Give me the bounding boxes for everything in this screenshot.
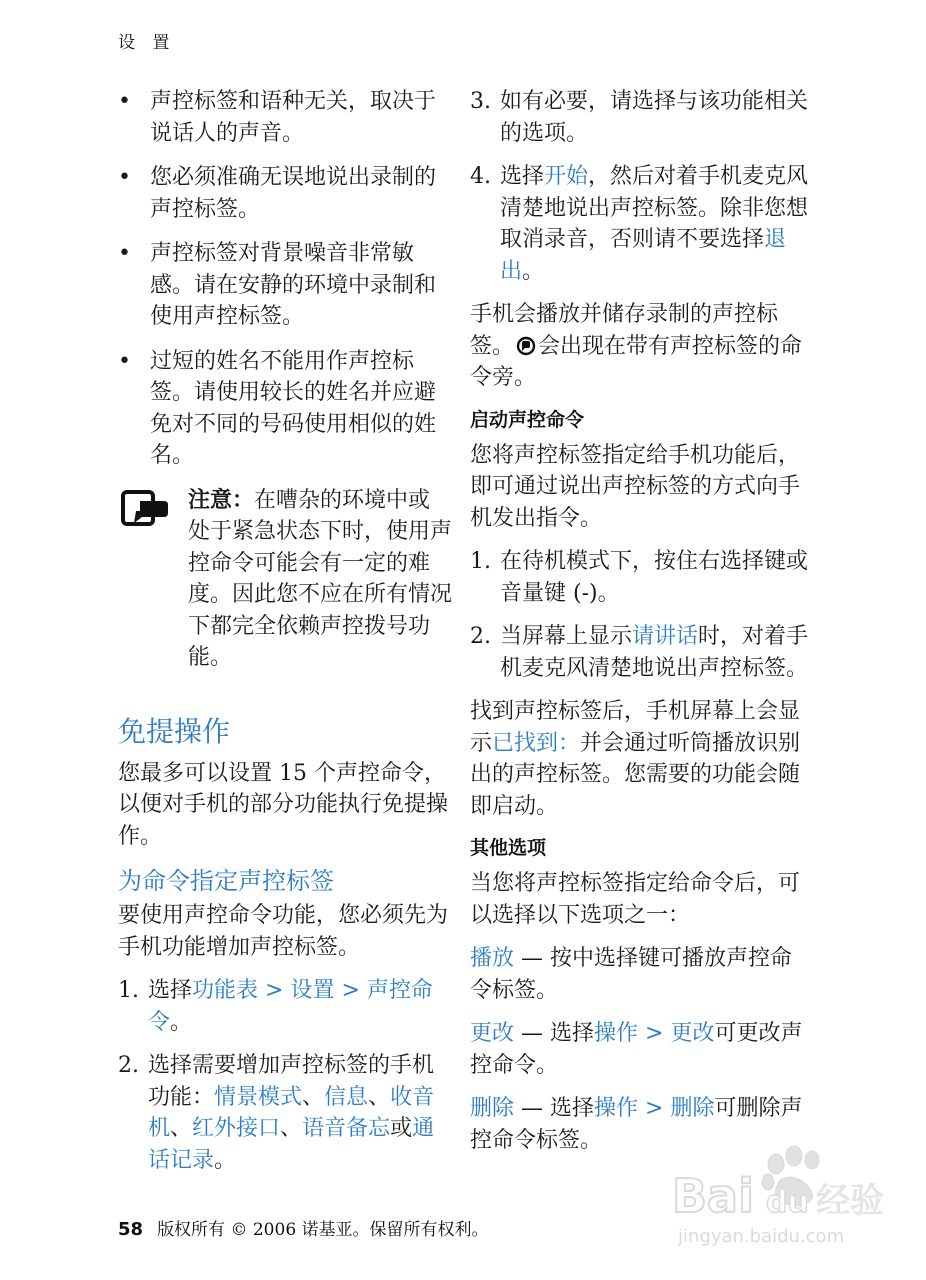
path-separator: > [258, 978, 291, 1003]
step-text: 。 [214, 1147, 237, 1173]
svg-text:经验: 经验 [816, 1181, 884, 1221]
options-link: 操作 [594, 1096, 639, 1121]
other-intro: 当您将声控标签指定给命令后，可以选择以下选项之一： [470, 871, 801, 928]
option-change [470, 1018, 810, 1081]
speak-now-link: 请讲话 [632, 624, 699, 649]
note-box [118, 485, 452, 674]
assign-steps [118, 975, 452, 1176]
svg-text:jingyan.baidu.com: jingyan.baidu.com [678, 1226, 845, 1247]
option-play [470, 943, 810, 1006]
path-separator: > [638, 1021, 671, 1046]
step-text: 、 [170, 1116, 193, 1141]
path-separator: > [638, 1096, 671, 1121]
infrared-link: 红外接口 [192, 1116, 281, 1141]
step-text: 时，对着手机麦克风清楚地说出声控标签。 [500, 624, 809, 681]
paragraph-text: 并会通过听筒播放识别出的声控标签。您需要的功能会随即启动。 [470, 730, 801, 819]
step-text: 、 [368, 1084, 391, 1110]
call-log-link: 通话记录 [148, 1116, 435, 1173]
voice-recorder-link: 语音备忘 [302, 1116, 391, 1141]
paragraph-text: 会出现在带有声控标签的命令旁。 [470, 333, 803, 390]
playback-paragraph [470, 299, 810, 394]
bullet-item: • 声控标签和语种无关，取决于说话人的声音。 [118, 86, 452, 149]
step-number: 2. [118, 1053, 139, 1078]
delete-link: 删除 [470, 1096, 515, 1121]
exit-link: 退出 [500, 227, 787, 284]
right-column [470, 86, 810, 1168]
subsection-intro: 要使用声控命令功能，您必须先为手机功能增加声控标签。 [118, 903, 449, 960]
bullet-list [118, 86, 452, 472]
start-steps [470, 546, 810, 684]
option-text: — 选择 [514, 1021, 595, 1046]
section-title: 免提操作 [118, 714, 231, 748]
step-item [470, 161, 810, 287]
step-item [118, 1050, 452, 1176]
running-head: 设 置 [118, 33, 176, 53]
section-intro: 您最多可以设置 15 个声控命令，以便对手机的部分功能执行免提操作。 [118, 760, 449, 849]
heading-other-options: 其他选项 [470, 837, 547, 859]
step-text: 选择 [148, 978, 193, 1003]
paragraph-text: 找到声控标签后，手机屏幕上会显示 [470, 699, 801, 756]
bullet-item: • 声控标签对背景噪音非常敏感。请在安静的环境中录制和使用声控标签。 [118, 238, 452, 333]
bullet-item: • 过短的姓名不能用作声控标签。请使用较长的姓名并应避免对不同的号码使用相似的姓名。 [118, 346, 452, 472]
note-label: 注意： [188, 486, 255, 513]
step-text: 选择需要增加声控标签的手机功能： [148, 1053, 435, 1110]
page-number: 58 [118, 1219, 144, 1240]
step-item [470, 546, 810, 609]
paragraph-text: 手机会播放并储存录制的声控标签。 [470, 302, 779, 359]
step-number: 1. [118, 978, 139, 1003]
note-hand-icon [120, 489, 170, 529]
svg-text:du: du [766, 1185, 809, 1220]
step-text: 在待机模式下，按住右选择键或音量键 (-)。 [500, 549, 809, 606]
step-text: 、 [280, 1116, 303, 1141]
step-item [118, 975, 452, 1038]
subsection-title: 为命令指定声控标签 [118, 867, 334, 895]
start-intro: 您将声控标签指定给手机功能后，即可通过说出声控标签的方式向手机发出指令。 [470, 442, 801, 531]
step-text: 选择 [500, 164, 545, 189]
menu-link: 功能表 [192, 978, 259, 1003]
option-text: 可删除声控命令标签。 [470, 1096, 803, 1153]
option-text: 可更改声控命令。 [470, 1021, 803, 1078]
step-text: 如有必要，请选择与该功能相关的选项。 [500, 89, 809, 146]
step-text: 当屏幕上显示 [500, 624, 633, 649]
copyright-text: 版权所有 © 2006 诺基亚。保留所有权利。 [157, 1220, 489, 1240]
svg-text:Bai: Bai [672, 1169, 754, 1223]
assign-steps-continued [470, 86, 810, 287]
baidu-jingyan-watermark-logo [668, 1142, 900, 1252]
change-link: 更改 [670, 1021, 715, 1046]
option-text: — 按中选择键可播放声控命令标签。 [470, 946, 793, 1003]
settings-link: 设置 [290, 978, 335, 1003]
step-number: 3. [470, 89, 491, 114]
option-text: — 选择 [514, 1096, 595, 1121]
step-number: 4. [470, 164, 491, 189]
radio-link: 收音机 [148, 1084, 435, 1141]
options-link: 操作 [594, 1021, 639, 1046]
start-link: 开始 [544, 164, 589, 189]
path-separator: > [334, 978, 367, 1003]
profiles-link: 情景模式 [214, 1084, 303, 1110]
note-text: 在嘈杂的环境中或处于紧急状态下时，使用声控命令可能会有一定的难度。因此您不应在所有情况下都完全依赖声控拨号功能。 [188, 487, 453, 670]
found-link: 已找到： [492, 730, 581, 756]
heading-start-voice-commands: 启动声控命令 [470, 408, 585, 431]
step-number: 2. [470, 624, 491, 649]
delete-link: 删除 [670, 1096, 715, 1121]
step-item [470, 621, 810, 684]
found-paragraph [470, 696, 810, 822]
messages-link: 信息 [324, 1084, 369, 1110]
left-column [118, 86, 452, 1188]
step-text: 。 [522, 258, 545, 284]
step-text: ，然后对着手机麦克风清楚地说出声控标签。除非您想取消录音，否则请不要选择 [500, 164, 809, 252]
step-text: 或 [390, 1116, 413, 1141]
voice-tag-icon [516, 336, 536, 356]
step-text: 。 [170, 1009, 193, 1035]
step-text: 、 [302, 1084, 325, 1110]
step-number: 1. [470, 549, 491, 574]
page-footer [118, 1215, 489, 1240]
change-link: 更改 [470, 1021, 515, 1046]
bullet-item: • 您必须准确无误地说出录制的声控标签。 [118, 162, 452, 225]
step-item [470, 86, 810, 149]
play-link: 播放 [470, 946, 515, 971]
voice-commands-link: 声控命令 [148, 978, 433, 1035]
